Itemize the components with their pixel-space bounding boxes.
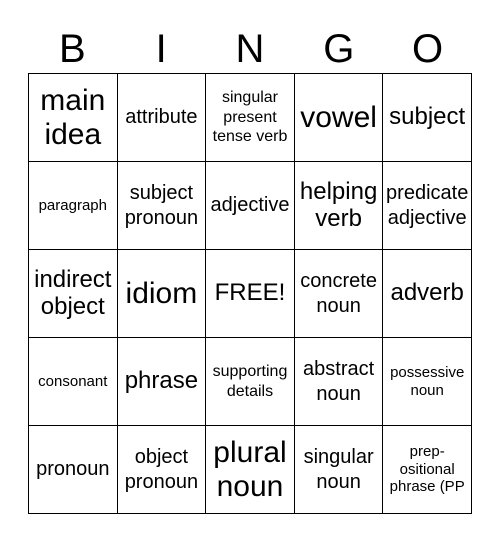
bingo-cell-singular-present-tense-verb[interactable]: singular present tense verb <box>206 74 295 162</box>
bingo-cell-object-pronoun[interactable]: object pronoun <box>118 426 207 514</box>
bingo-grid <box>28 73 472 514</box>
bingo-cell-consonant[interactable]: consonant <box>29 338 118 426</box>
bingo-cell-prepositional-phrase[interactable]: prep-ositional phrase (PP <box>383 426 472 514</box>
bingo-cell-plural-noun[interactable]: plural noun <box>206 426 295 514</box>
bingo-cell-singular-noun[interactable]: singular noun <box>295 426 384 514</box>
bingo-cell-concrete-noun[interactable]: concrete noun <box>295 250 384 338</box>
bingo-cell-vowel[interactable]: vowel <box>295 74 384 162</box>
header-letter-n: N <box>235 27 265 71</box>
header-letter-g: G <box>323 27 355 71</box>
bingo-cell-supporting-details[interactable]: supporting details <box>206 338 295 426</box>
bingo-header <box>28 22 472 76</box>
header-letter-b: B <box>59 27 86 71</box>
bingo-cell-subject-pronoun[interactable]: subject pronoun <box>118 162 207 250</box>
bingo-cell-indirect-object[interactable]: indirect object <box>29 250 118 338</box>
bingo-cell-helping-verb[interactable]: helping verb <box>295 162 384 250</box>
bingo-cell-idiom[interactable]: idiom <box>118 250 207 338</box>
bingo-cell-phrase[interactable]: phrase <box>118 338 207 426</box>
bingo-cell-adjective[interactable]: adjective <box>206 162 295 250</box>
bingo-cell-attribute[interactable]: attribute <box>118 74 207 162</box>
bingo-cell-paragraph[interactable]: paragraph <box>29 162 118 250</box>
bingo-cell-main-idea[interactable]: main idea <box>29 74 118 162</box>
header-letter-i: I <box>155 27 167 71</box>
header-letter-o: O <box>412 27 444 71</box>
bingo-cell-pronoun[interactable]: pronoun <box>29 426 118 514</box>
bingo-cell-possessive-noun[interactable]: possessive noun <box>383 338 472 426</box>
bingo-cell-subject[interactable]: subject <box>383 74 472 162</box>
bingo-cell-free-space[interactable]: FREE! <box>206 250 295 338</box>
bingo-cell-abstract-noun[interactable]: abstract noun <box>295 338 384 426</box>
bingo-cell-adverb[interactable]: adverb <box>383 250 472 338</box>
bingo-cell-predicate-adjective[interactable]: predicate adjective <box>383 162 472 250</box>
